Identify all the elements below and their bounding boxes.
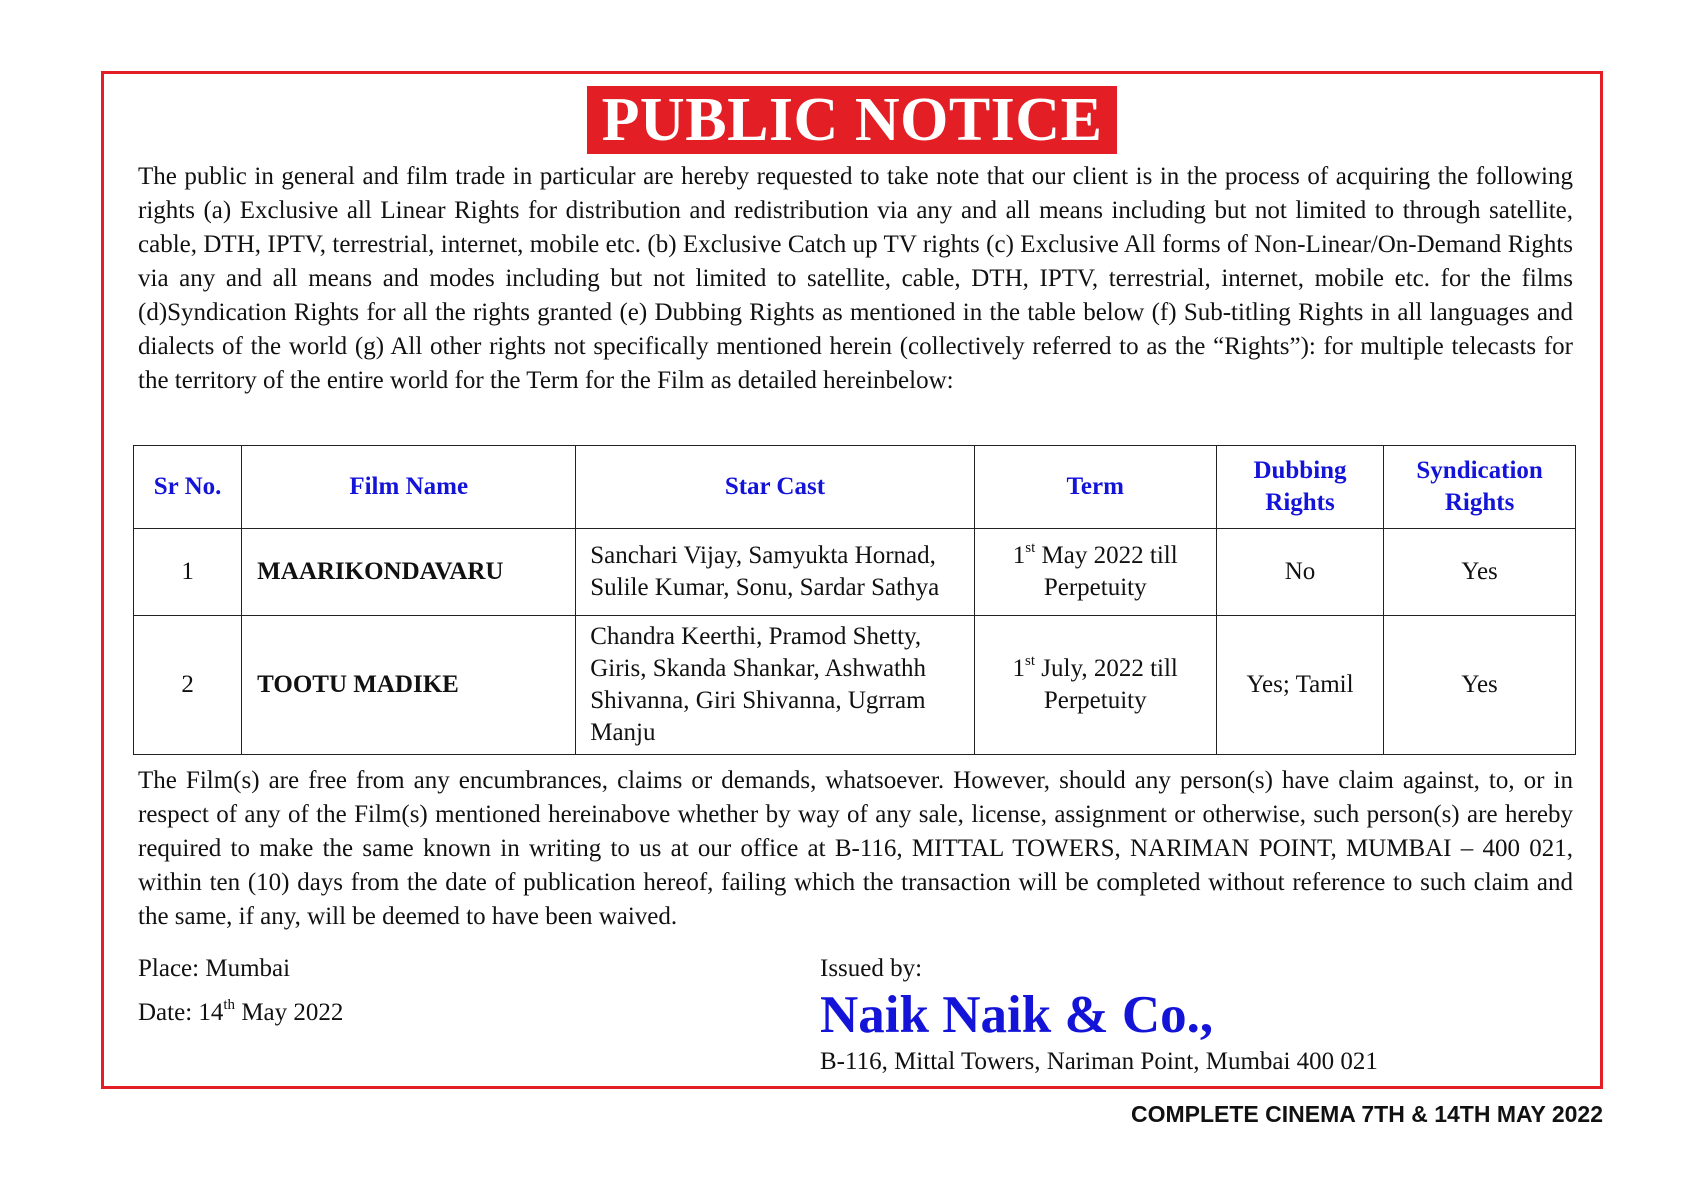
publication-footer: COMPLETE CINEMA 7TH & 14TH MAY 2022: [1130, 1101, 1603, 1127]
header-dubbing-rights: Dubbing Rights: [1216, 446, 1383, 529]
cell-term: [974, 529, 1216, 616]
term-day: 1: [1012, 655, 1026, 682]
place-line: Place: Mumbai: [138, 955, 291, 982]
issued-by-label: Issued by:: [820, 955, 923, 982]
cell-sr-no: 1: [134, 529, 242, 616]
notice-frame: [101, 71, 1603, 1089]
header-sr-no: Sr No.: [134, 446, 242, 529]
date-prefix: Date: 14: [138, 999, 224, 1026]
notice-title: PUBLIC NOTICE: [587, 86, 1118, 154]
header-star-cast: Star Cast: [576, 446, 974, 529]
closing-paragraph: The Film(s) are free from any encumbrances, claims or demands, whatsoever. However, should any person(s) have claim against, to, or in respect of any of the Film(s) mentioned hereinabove whether by way of any sale, license, assignment or otherwise, such person(s) are hereby required to make the same known in writing to us at our office at B-116, MITTAL TOWERS, NARIMAN POINT, MUMBAI – 400 021, within ten (10) days from the date of publication hereof, failing which the transaction will be completed without reference to such claim and the same, if any, will be deemed to have been waived.: [138, 767, 1573, 930]
table-row: [134, 529, 1576, 616]
term-ordinal: st: [1025, 539, 1036, 556]
intro-paragraph: The public in general and film trade in particular are hereby requested to take note that our client is in the process of acquiring the following rights (a) Exclusive all Linear Rights for distribution and redistribution via any and all means including but not limited to through satellite, cable, DTH, IPTV, terrestrial, internet, mobile etc. (b) Exclusive Catch up TV rights (c) Exclusive All forms of Non-Linear/On-Demand Rights via any and all means and modes including but not limited to satellite, cable, DTH, IPTV, terrestrial, internet, mobile etc. for the films (d)Syndication Rights for all the rights granted (e) Dubbing Rights as mentioned in the table below (f) Sub-titling Rights in all languages and dialects of the world (g) All other rights not specifically mentioned herein (collectively referred to as the “Rights”): for multiple telecasts for the territory of the entire world for the Term for the Film as detailed hereinbelow:: [138, 163, 1573, 394]
cell-sr-no: 2: [134, 616, 242, 755]
cell-term: [974, 616, 1216, 755]
term-day: 1: [1012, 542, 1026, 569]
cell-film-name: MAARIKONDAVARU: [242, 529, 576, 616]
cell-syndication: Yes: [1384, 616, 1576, 755]
firm-name: Naik Naik & Co.,: [820, 986, 1214, 1044]
cell-dubbing: Yes; Tamil: [1216, 616, 1383, 755]
firm-address: B-116, Mittal Towers, Nariman Point, Mumbai 400 021: [820, 1048, 1378, 1075]
term-rest: July, 2022 till Perpetuity: [1035, 655, 1178, 714]
cell-dubbing: No: [1216, 529, 1383, 616]
date-ordinal: th: [223, 996, 236, 1013]
cell-syndication: Yes: [1384, 529, 1576, 616]
table-header-row: [134, 446, 1576, 529]
header-film-name: Film Name: [242, 446, 576, 529]
table-row: [134, 616, 1576, 755]
films-table: [133, 445, 1576, 755]
cell-film-name: TOOTU MADIKE: [242, 616, 576, 755]
term-ordinal: st: [1025, 652, 1036, 669]
date-rest: May 2022: [235, 999, 344, 1026]
title-wrap: [104, 86, 1600, 154]
header-syndication-rights: Syndication Rights: [1384, 446, 1576, 529]
cell-star-cast: Sanchari Vijay, Samyukta Hornad, Sulile Kumar, Sonu, Sardar Sathya: [576, 529, 974, 616]
date-line: [138, 998, 343, 1028]
term-rest: May 2022 till Perpetuity: [1035, 542, 1178, 601]
cell-star-cast: Chandra Keerthi, Pramod Shetty, Giris, Skanda Shankar, Ashwathh Shivanna, Giri Shivanna, Ugrram Manju: [576, 616, 974, 755]
header-term: Term: [974, 446, 1216, 529]
